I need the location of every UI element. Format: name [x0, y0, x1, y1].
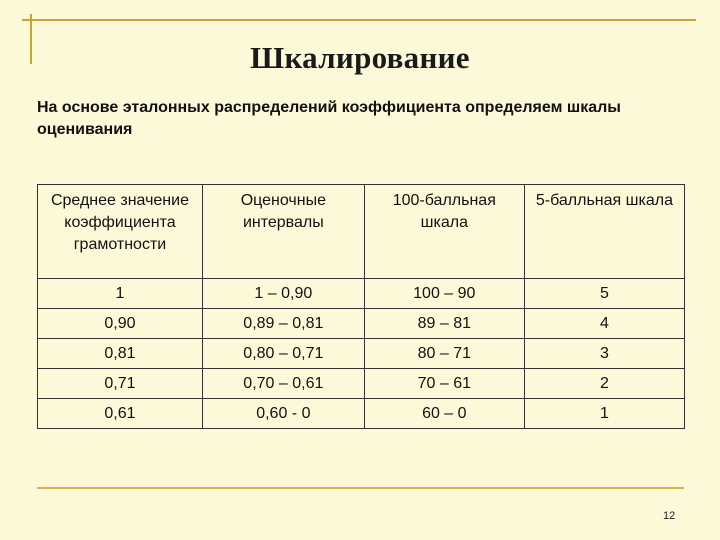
decorative-top-line — [22, 19, 696, 21]
table-cell: 4 — [524, 309, 684, 339]
table-cell: 1 — [38, 279, 203, 309]
table-cell: 0,81 — [38, 339, 203, 369]
table-cell: 0,70 – 0,61 — [202, 369, 364, 399]
table-cell: 2 — [524, 369, 684, 399]
header-mean-coefficient: Среднее значение коэффициента грамотности — [38, 185, 203, 279]
slide-title: Шкалирование — [250, 40, 470, 75]
table-cell: 0,80 – 0,71 — [202, 339, 364, 369]
table-row — [38, 309, 685, 339]
table-row — [38, 339, 685, 369]
table-cell: 1 — [524, 399, 684, 429]
table-row — [38, 399, 685, 429]
page-number: 12 — [663, 510, 676, 522]
table-cell: 0,90 — [38, 309, 203, 339]
decorative-bottom-line — [37, 487, 684, 489]
table-cell: 80 – 71 — [364, 339, 524, 369]
table-row — [38, 369, 685, 399]
table-cell: 0,60 - 0 — [202, 399, 364, 429]
table-cell: 100 – 90 — [364, 279, 524, 309]
scale-table — [37, 184, 685, 429]
table-cell: 0,89 – 0,81 — [202, 309, 364, 339]
header-100-point-scale: 100-балльная шкала — [364, 185, 524, 279]
header-5-point-scale: 5-балльная шкала — [524, 185, 684, 279]
table-row — [38, 279, 685, 309]
table-cell: 60 – 0 — [364, 399, 524, 429]
table-cell: 1 – 0,90 — [202, 279, 364, 309]
table-cell: 3 — [524, 339, 684, 369]
table-cell: 89 – 81 — [364, 309, 524, 339]
table-cell: 5 — [524, 279, 684, 309]
table-cell: 70 – 61 — [364, 369, 524, 399]
table-cell: 0,71 — [38, 369, 203, 399]
header-intervals: Оценочные интервалы — [202, 185, 364, 279]
table-cell: 0,61 — [38, 399, 203, 429]
slide-subtitle: На основе эталонных распределений коэффициента определяем шкалы оценивания — [37, 99, 621, 138]
table-header-row — [38, 185, 685, 279]
